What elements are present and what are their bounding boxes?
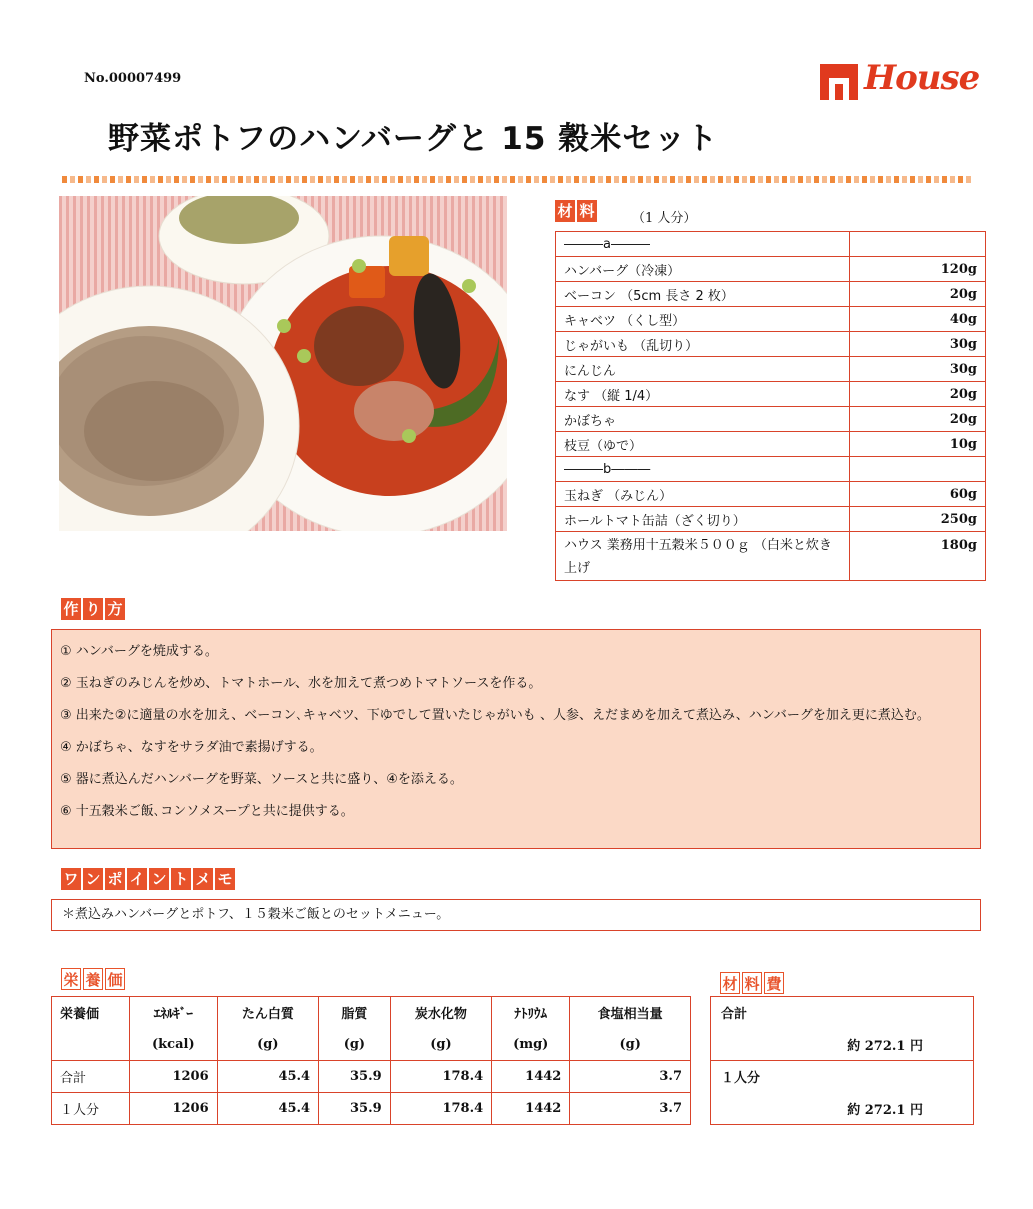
heading-char: 材 xyxy=(555,200,575,222)
ingredient-row xyxy=(556,432,986,457)
heading-char: 方 xyxy=(105,598,125,620)
servings-label: （1 人分） xyxy=(632,211,697,226)
method-heading xyxy=(61,598,125,620)
nutrition-unit: (g) xyxy=(570,1029,691,1061)
heading-char: 費 xyxy=(764,972,784,994)
memo-heading xyxy=(61,868,235,890)
cost-heading xyxy=(720,972,784,994)
nutrition-header: ｴﾈﾙｷﾞｰ xyxy=(130,997,218,1029)
ingredient-name: 玉ねぎ （みじん） xyxy=(556,482,850,507)
ingredient-name: ホールトマト缶詰（ざく切り） xyxy=(556,507,850,532)
ingredient-name: 枝豆（ゆで） xyxy=(556,432,850,457)
heading-char: ン xyxy=(149,868,169,890)
ingredient-amount: 30g xyxy=(850,332,986,357)
nutrition-value: 1206 xyxy=(130,1093,218,1125)
nutrition-heading xyxy=(61,968,125,990)
nutrition-units-row xyxy=(52,1029,691,1061)
ingredient-name: ハウス 業務用十五穀米５００ｇ （白米と炊き上げ xyxy=(556,532,850,581)
method-steps xyxy=(51,629,981,849)
ingredient-amount: 30g xyxy=(850,357,986,382)
heading-char: ン xyxy=(83,868,103,890)
cost-table xyxy=(710,996,974,1125)
ingredient-amount: 120g xyxy=(850,257,986,282)
nutrition-header: 炭水化物 xyxy=(390,997,491,1029)
nutrition-value: 35.9 xyxy=(319,1061,391,1093)
nutrition-value: 45.4 xyxy=(217,1061,318,1093)
nutrition-value: 178.4 xyxy=(390,1061,491,1093)
nutrition-header: ﾅﾄﾘｳﾑ xyxy=(492,997,570,1029)
dotted-divider xyxy=(62,176,974,183)
ingredient-name: ―――b――― xyxy=(556,457,850,482)
heading-char: ワ xyxy=(61,868,81,890)
nutrition-value: 1442 xyxy=(492,1061,570,1093)
ingredient-name: ―――a――― xyxy=(556,232,850,257)
ingredient-amount xyxy=(850,232,986,257)
ingredient-row xyxy=(556,307,986,332)
nutrition-header: たん白質 xyxy=(217,997,318,1029)
ingredient-amount: 250g xyxy=(850,507,986,532)
nutrition-value: 1442 xyxy=(492,1093,570,1125)
step-item: ① ハンバーグを焼成する。 xyxy=(60,644,218,659)
ingredient-name: ベーコン （5cm 長さ 2 枚） xyxy=(556,282,850,307)
ingredient-row xyxy=(556,482,986,507)
house-logo-mark-icon xyxy=(820,64,858,100)
heading-char: メ xyxy=(193,868,213,890)
house-logo xyxy=(820,58,980,104)
nutrition-table xyxy=(51,996,691,1125)
nutrition-value: 35.9 xyxy=(319,1093,391,1125)
ingredients-table xyxy=(555,231,986,581)
nutrition-row xyxy=(52,1061,691,1093)
heading-char: イ xyxy=(127,868,147,890)
nutrition-value: 45.4 xyxy=(217,1093,318,1125)
ingredient-amount: 20g xyxy=(850,407,986,432)
nutrition-header: 栄養価 xyxy=(52,997,130,1029)
ingredient-amount: 20g xyxy=(850,282,986,307)
ingredients-heading xyxy=(555,200,597,222)
step-item: ⑤ 器に煮込んだハンバーグを野菜、ソースと共に盛り、④を添える。 xyxy=(60,772,463,787)
cost-per-label: １人分 xyxy=(711,1061,974,1093)
cost-row xyxy=(711,1029,974,1061)
ingredient-name: キャベツ （くし型） xyxy=(556,307,850,332)
step-item: ④ かぼちゃ、なすをサラダ油で素揚げする。 xyxy=(60,740,323,755)
dish-photo xyxy=(59,196,507,531)
heading-char: 料 xyxy=(577,200,597,222)
nutrition-unit: (g) xyxy=(217,1029,318,1061)
nutrition-row-label: １人分 xyxy=(52,1093,130,1125)
nutrition-unit xyxy=(52,1029,130,1061)
nutrition-header: 脂質 xyxy=(319,997,391,1029)
ingredient-amount: 180g xyxy=(850,532,986,581)
doc-number: No.00007499 xyxy=(84,71,182,86)
cost-row xyxy=(711,997,974,1029)
ingredient-row xyxy=(556,282,986,307)
nutrition-unit: (kcal) xyxy=(130,1029,218,1061)
cost-per-value: 約 272.1 円 xyxy=(711,1093,974,1125)
ingredient-name: かぼちゃ xyxy=(556,407,850,432)
ingredient-row xyxy=(556,332,986,357)
heading-char: 栄 xyxy=(61,968,81,990)
cost-row xyxy=(711,1093,974,1125)
nutrition-row xyxy=(52,1093,691,1125)
nutrition-row-label: 合計 xyxy=(52,1061,130,1093)
nutrition-header: 食塩相当量 xyxy=(570,997,691,1029)
heading-char: 価 xyxy=(105,968,125,990)
heading-char: 作 xyxy=(61,598,81,620)
step-item: ② 玉ねぎのみじんを炒め、トマトホール、水を加えて煮つめトマトソースを作る。 xyxy=(60,676,542,691)
ingredient-name: なす （縦 1/4） xyxy=(556,382,850,407)
nutrition-unit: (g) xyxy=(390,1029,491,1061)
ingredient-row xyxy=(556,382,986,407)
heading-char: 養 xyxy=(83,968,103,990)
ingredient-amount: 20g xyxy=(850,382,986,407)
nutrition-value: 3.7 xyxy=(570,1061,691,1093)
page-title: 野菜ポトフのハンバーグと 15 穀米セット xyxy=(108,121,719,157)
nutrition-unit: (mg) xyxy=(492,1029,570,1061)
cost-row xyxy=(711,1061,974,1093)
ingredient-name: ハンバーグ（冷凍） xyxy=(556,257,850,282)
nutrition-unit: (g) xyxy=(319,1029,391,1061)
nutrition-value: 3.7 xyxy=(570,1093,691,1125)
step-item: ③ 出来た②に適量の水を加え、ベーコン､キャベツ、下ゆでして置いたじゃがいも 、人参、えだまめを加えて煮込み、ハンバーグを加え更に煮込む。 xyxy=(60,708,930,723)
ingredient-row xyxy=(556,257,986,282)
cost-total-label: 合計 xyxy=(711,997,974,1029)
nutrition-header-row xyxy=(52,997,691,1029)
heading-char: 材 xyxy=(720,972,740,994)
dish-illustration xyxy=(59,196,507,531)
heading-char: ポ xyxy=(105,868,125,890)
house-logo-wordmark: House xyxy=(864,58,980,98)
heading-char: り xyxy=(83,598,103,620)
ingredient-row xyxy=(556,407,986,432)
ingredient-name: じゃがいも （乱切り） xyxy=(556,332,850,357)
ingredient-amount: 60g xyxy=(850,482,986,507)
nutrition-value: 1206 xyxy=(130,1061,218,1093)
heading-char: 料 xyxy=(742,972,762,994)
ingredient-name: にんじん xyxy=(556,357,850,382)
ingredient-row xyxy=(556,457,986,482)
heading-char: モ xyxy=(215,868,235,890)
cost-total-value: 約 272.1 円 xyxy=(711,1029,974,1061)
memo-text: ＊煮込みハンバーグとポトフ、１５穀米ご飯とのセットメニュー。 xyxy=(51,899,981,931)
nutrition-value: 178.4 xyxy=(390,1093,491,1125)
ingredient-row xyxy=(556,357,986,382)
ingredient-amount xyxy=(850,457,986,482)
ingredient-amount: 10g xyxy=(850,432,986,457)
heading-char: ト xyxy=(171,868,191,890)
ingredient-amount: 40g xyxy=(850,307,986,332)
step-item: ⑥ 十五穀米ご飯､コンソメスープと共に提供する。 xyxy=(60,804,354,819)
ingredient-row xyxy=(556,507,986,532)
ingredient-row xyxy=(556,532,986,581)
ingredient-row xyxy=(556,232,986,257)
